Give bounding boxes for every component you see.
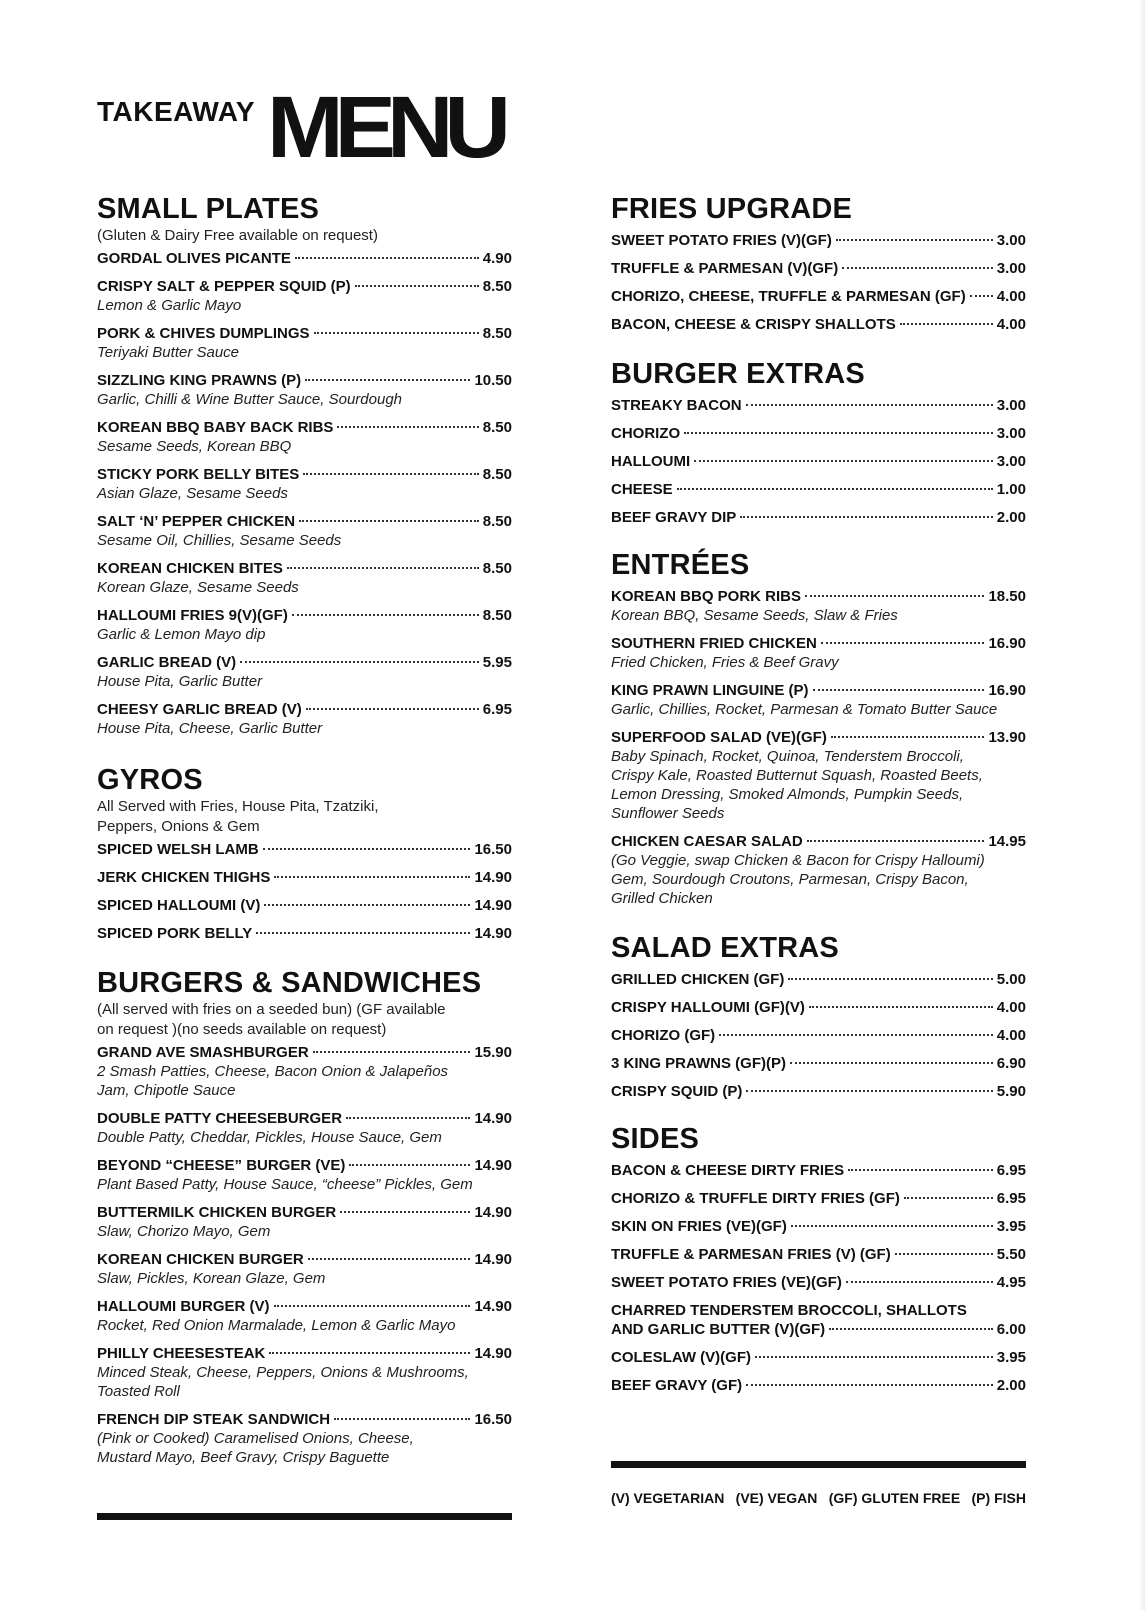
- leader-dots: [314, 332, 479, 334]
- item-price: 3.00: [996, 232, 1026, 249]
- legend-vegan: (VE) VEGAN: [735, 1490, 818, 1506]
- item-price: 14.95: [988, 833, 1026, 850]
- item-description: (Pink or Cooked) Caramelised Onions, Cheese,: [97, 1430, 414, 1447]
- menu-item: [611, 1376, 1026, 1395]
- item-price: 3.00: [996, 425, 1026, 442]
- section-title: SMALL PLATES: [97, 193, 320, 225]
- takeaway-label: TAKEAWAY: [97, 96, 256, 127]
- item-price: 6.90: [996, 1055, 1026, 1072]
- item-name: COLESLAW (V)(GF): [611, 1349, 751, 1366]
- leader-dots: [340, 1211, 470, 1213]
- leader-dots: [308, 1258, 471, 1260]
- item-description: Korean BBQ, Sesame Seeds, Slaw & Fries: [611, 607, 898, 624]
- item-price: 16.50: [474, 841, 512, 858]
- leader-dots: [292, 614, 479, 616]
- item-description: Lemon Dressing, Smoked Almonds, Pumpkin Seeds,: [611, 786, 964, 803]
- item-name: STICKY PORK BELLY BITES: [97, 466, 300, 483]
- item-name: AND GARLIC BUTTER (V)(GF): [611, 1321, 826, 1338]
- item-price: 6.00: [996, 1321, 1026, 1338]
- item-name: BEYOND “CHEESE” BURGER (VE): [97, 1157, 346, 1174]
- menu-item: [97, 924, 512, 943]
- right-footer-rule: [611, 1461, 1026, 1468]
- item-description: Teriyaki Butter Sauce: [97, 344, 240, 361]
- item-price: 8.50: [482, 560, 512, 577]
- menu-item: [97, 1297, 512, 1335]
- item-description: Rocket, Red Onion Marmalade, Lemon & Garlic Mayo: [97, 1317, 456, 1334]
- menu-item: [97, 1156, 512, 1194]
- leader-dots: [788, 978, 992, 980]
- item-description: Lemon & Garlic Mayo: [97, 297, 242, 314]
- leader-dots: [831, 736, 985, 738]
- item-description: House Pita, Cheese, Garlic Butter: [97, 720, 323, 737]
- section-burger-extras: [611, 358, 1026, 527]
- item-name: BEEF GRAVY DIP: [611, 509, 737, 526]
- item-name: SALT ‘N’ PEPPER CHICKEN: [97, 513, 296, 530]
- section-title: FRIES UPGRADE: [611, 193, 853, 225]
- item-price: 2.00: [996, 509, 1026, 526]
- item-price: 13.90: [988, 729, 1026, 746]
- menu-header: [97, 79, 502, 177]
- menu-item: [97, 512, 512, 550]
- legend-vegetarian: (V) VEGETARIAN: [611, 1490, 725, 1506]
- item-price: 8.50: [482, 419, 512, 436]
- item-name: CRISPY HALLOUMI (GF)(V): [611, 999, 805, 1016]
- item-name: KOREAN BBQ BABY BACK RIBS: [97, 419, 334, 436]
- item-price: 16.90: [988, 635, 1026, 652]
- menu-item: [611, 1054, 1026, 1073]
- item-price: 1.00: [996, 481, 1026, 498]
- leader-dots: [287, 567, 479, 569]
- section-note: on request )(no seeds available on request): [97, 1021, 387, 1038]
- legend-fish: (P) FISH: [971, 1490, 1026, 1506]
- item-price: 14.90: [474, 1204, 512, 1221]
- section-title: SIDES: [611, 1123, 700, 1155]
- section-note: (Gluten & Dairy Free available on request): [97, 227, 378, 244]
- item-price: 4.95: [996, 1274, 1026, 1291]
- menu-item: [611, 1082, 1026, 1101]
- leader-dots: [809, 1006, 993, 1008]
- leader-dots: [346, 1117, 470, 1119]
- leader-dots: [848, 1169, 993, 1171]
- item-name: CRISPY SQUID (P): [611, 1083, 743, 1100]
- menu-item: [97, 465, 512, 503]
- menu-item: [97, 700, 512, 738]
- leader-dots: [306, 708, 479, 710]
- item-price: 14.90: [474, 925, 512, 942]
- leader-dots: [295, 257, 479, 259]
- menu-item: [611, 832, 1026, 908]
- item-description: Korean Glaze, Sesame Seeds: [97, 579, 299, 596]
- item-description: Toasted Roll: [97, 1383, 180, 1400]
- section-burgers: [97, 967, 512, 1467]
- menu-item: [611, 1245, 1026, 1264]
- menu-item: [611, 508, 1026, 527]
- item-price: 16.50: [474, 1411, 512, 1428]
- leader-dots: [269, 1352, 470, 1354]
- leader-dots: [813, 689, 985, 691]
- item-name: CHEESY GARLIC BREAD (V): [97, 701, 302, 718]
- menu-item: [611, 998, 1026, 1017]
- section-note: Peppers, Onions & Gem: [97, 818, 260, 835]
- item-price: 8.50: [482, 607, 512, 624]
- leader-dots: [274, 876, 470, 878]
- item-description: Grilled Chicken: [611, 890, 713, 907]
- section-fries-upgrade: [611, 193, 1026, 334]
- item-price: 14.90: [474, 1298, 512, 1315]
- menu-item: [611, 396, 1026, 415]
- item-name: STREAKY BACON: [611, 397, 742, 414]
- menu-item: [611, 259, 1026, 278]
- item-name: KING PRAWN LINGUINE (P): [611, 682, 809, 699]
- menu-item: [97, 324, 512, 362]
- leader-dots: [303, 473, 479, 475]
- leader-dots: [821, 642, 985, 644]
- leader-dots: [829, 1328, 993, 1330]
- item-name: CRISPY SALT & PEPPER SQUID (P): [97, 278, 351, 295]
- item-name: DOUBLE PATTY CHEESEBURGER: [97, 1110, 343, 1127]
- menu-item: [97, 896, 512, 915]
- leader-dots: [746, 1384, 993, 1386]
- item-description: Slaw, Chorizo Mayo, Gem: [97, 1223, 271, 1240]
- item-name: BACON & CHEESE DIRTY FRIES: [611, 1162, 845, 1179]
- menu-item: [97, 606, 512, 644]
- item-name: HALLOUMI FRIES 9(V)(GF): [97, 607, 288, 624]
- item-price: 6.95: [996, 1190, 1026, 1207]
- item-price: 6.95: [996, 1162, 1026, 1179]
- item-description: Baby Spinach, Rocket, Quinoa, Tenderstem Broccoli,: [611, 748, 964, 765]
- item-name: SIZZLING KING PRAWNS (P): [97, 372, 302, 389]
- section-title: ENTRÉES: [611, 549, 750, 581]
- menu-item: [611, 634, 1026, 672]
- section-sides: [611, 1123, 1026, 1395]
- item-description: Crispy Kale, Roasted Butternut Squash, Roasted Beets,: [611, 767, 983, 784]
- menu-item: [97, 371, 512, 409]
- item-name: KOREAN BBQ PORK RIBS: [611, 588, 802, 605]
- section-note: All Served with Fries, House Pita, Tzatziki,: [97, 798, 379, 815]
- item-price: 3.00: [996, 260, 1026, 277]
- menu-item: [611, 231, 1026, 250]
- item-price: 4.00: [996, 288, 1026, 305]
- menu-item: [611, 1189, 1026, 1208]
- menu-item: [611, 1161, 1026, 1180]
- leader-dots: [746, 1090, 992, 1092]
- menu-item: [97, 840, 512, 859]
- menu-item: [97, 277, 512, 315]
- item-name: PHILLY CHEESESTEAK: [97, 1345, 266, 1362]
- item-price: 16.90: [988, 682, 1026, 699]
- section-gyros: [97, 764, 512, 943]
- item-name: CHICKEN CAESAR SALAD: [611, 833, 803, 850]
- item-price: 3.00: [996, 453, 1026, 470]
- item-price: 8.50: [482, 466, 512, 483]
- item-price: 4.90: [482, 250, 512, 267]
- item-price: 14.90: [474, 1110, 512, 1127]
- section-entrees: [611, 549, 1026, 908]
- leader-dots: [746, 404, 993, 406]
- menu-item: [611, 1301, 1026, 1339]
- item-price: 8.50: [482, 513, 512, 530]
- legend-gluten-free: (GF) GLUTEN FREE: [828, 1490, 961, 1506]
- menu-item: [97, 1203, 512, 1241]
- item-description: Sesame Oil, Chillies, Sesame Seeds: [97, 532, 342, 549]
- item-price: 15.90: [474, 1044, 512, 1061]
- item-description: (Go Veggie, swap Chicken & Bacon for Crispy Halloumi): [611, 852, 985, 869]
- leader-dots: [677, 488, 993, 490]
- menu-item: [611, 315, 1026, 334]
- item-description: Garlic, Chillies, Rocket, Parmesan & Tomato Butter Sauce: [611, 701, 998, 718]
- item-price: 4.00: [996, 999, 1026, 1016]
- item-description: Fried Chicken, Fries & Beef Gravy: [611, 654, 839, 671]
- item-price: 14.90: [474, 1251, 512, 1268]
- leader-dots: [349, 1164, 470, 1166]
- menu-item: [97, 1250, 512, 1288]
- item-price: 5.50: [996, 1246, 1026, 1263]
- item-description: 2 Smash Patties, Cheese, Bacon Onion & Jalapeños: [97, 1063, 449, 1080]
- leader-dots: [264, 904, 470, 906]
- item-price: 8.50: [482, 325, 512, 342]
- item-name: HALLOUMI: [611, 453, 691, 470]
- leader-dots: [740, 516, 992, 518]
- menu-item: [611, 480, 1026, 499]
- item-price: 3.00: [996, 397, 1026, 414]
- left-footer-rule: [97, 1513, 512, 1520]
- item-price: 3.95: [996, 1218, 1026, 1235]
- leader-dots: [791, 1225, 993, 1227]
- item-description: Sunflower Seeds: [611, 805, 725, 822]
- item-name: JERK CHICKEN THIGHS: [97, 869, 271, 886]
- leader-dots: [334, 1418, 470, 1420]
- menu-item: [611, 287, 1026, 306]
- leader-dots: [355, 285, 479, 287]
- item-name: KOREAN CHICKEN BURGER: [97, 1251, 304, 1268]
- section-title: BURGERS & SANDWICHES: [97, 967, 482, 999]
- item-description: Garlic & Lemon Mayo dip: [97, 626, 266, 643]
- item-price: 14.90: [474, 897, 512, 914]
- item-description: Jam, Chipotle Sauce: [97, 1082, 236, 1099]
- leader-dots: [274, 1305, 471, 1307]
- item-name: GRILLED CHICKEN (GF): [611, 971, 785, 988]
- item-price: 5.90: [996, 1083, 1026, 1100]
- item-price: 4.00: [996, 1027, 1026, 1044]
- item-name: CHORIZO, CHEESE, TRUFFLE & PARMESAN (GF): [611, 288, 966, 305]
- item-name: SWEET POTATO FRIES (VE)(GF): [611, 1274, 842, 1291]
- menu-item: [611, 424, 1026, 443]
- menu-item: [611, 728, 1026, 823]
- item-name: GARLIC BREAD (V): [97, 654, 237, 671]
- item-name: SUPERFOOD SALAD (VE)(GF): [611, 729, 827, 746]
- menu-item: [97, 1410, 512, 1467]
- item-price: 14.90: [474, 1157, 512, 1174]
- item-price: 14.90: [474, 1345, 512, 1362]
- item-description: Garlic, Chilli & Wine Butter Sauce, Sourdough: [97, 391, 403, 408]
- item-price: 18.50: [988, 588, 1026, 605]
- leader-dots: [305, 379, 470, 381]
- item-name: HALLOUMI BURGER (V): [97, 1298, 270, 1315]
- menu-logo-word: MENU: [267, 79, 502, 177]
- leader-dots: [755, 1356, 993, 1358]
- menu-item: [97, 1344, 512, 1401]
- menu-item: [611, 970, 1026, 989]
- item-name: SWEET POTATO FRIES (V)(GF): [611, 232, 832, 249]
- item-price: 6.95: [482, 701, 512, 718]
- section-title: GYROS: [97, 764, 203, 796]
- item-name: SPICED HALLOUMI (V): [97, 897, 261, 914]
- section-title: BURGER EXTRAS: [611, 358, 865, 390]
- leader-dots: [904, 1197, 993, 1199]
- leader-dots: [970, 295, 993, 297]
- item-price: 5.00: [996, 971, 1026, 988]
- section-title: SALAD EXTRAS: [611, 932, 839, 964]
- item-price: 8.50: [482, 278, 512, 295]
- menu-item: [97, 1043, 512, 1100]
- left-column: [97, 193, 512, 1489]
- leader-dots: [895, 1253, 993, 1255]
- item-name: SPICED PORK BELLY: [97, 925, 253, 942]
- item-description: Slaw, Pickles, Korean Glaze, Gem: [97, 1270, 326, 1287]
- item-price: 2.00: [996, 1377, 1026, 1394]
- leader-dots: [694, 460, 993, 462]
- item-price: 4.00: [996, 316, 1026, 333]
- item-description: Sesame Seeds, Korean BBQ: [97, 438, 292, 455]
- menu-item: [97, 1109, 512, 1147]
- item-description: Plant Based Patty, House Sauce, “cheese” Pickles, Gem: [97, 1176, 473, 1193]
- item-name: GORDAL OLIVES PICANTE: [97, 250, 291, 267]
- leader-dots: [805, 595, 984, 597]
- item-name: CHORIZO (GF): [611, 1027, 716, 1044]
- leader-dots: [684, 432, 993, 434]
- menu-item: [97, 418, 512, 456]
- leader-dots: [299, 520, 479, 522]
- page-edge-shadow: [1139, 0, 1145, 1610]
- leader-dots: [807, 840, 985, 842]
- section-small-plates: [97, 193, 512, 738]
- section-note: (All served with fries on a seeded bun) (GF available: [97, 1001, 446, 1018]
- menu-item: [97, 249, 512, 268]
- item-name: BEEF GRAVY (GF): [611, 1377, 743, 1394]
- item-name: BUTTERMILK CHICKEN BURGER: [97, 1204, 337, 1221]
- item-price: 10.50: [474, 372, 512, 389]
- leader-dots: [842, 267, 993, 269]
- leader-dots: [719, 1034, 993, 1036]
- dietary-legend: [611, 1490, 1026, 1506]
- menu-item: [611, 681, 1026, 719]
- item-price: 3.95: [996, 1349, 1026, 1366]
- item-price: 14.90: [474, 869, 512, 886]
- item-name: GRAND AVE SMASHBURGER: [97, 1044, 309, 1061]
- menu-item: [97, 653, 512, 691]
- item-description: Minced Steak, Cheese, Peppers, Onions & Mushrooms,: [97, 1364, 469, 1381]
- item-name: CHARRED TENDERSTEM BROCCOLI, SHALLOTS: [611, 1302, 967, 1319]
- item-description: Double Patty, Cheddar, Pickles, House Sauce, Gem: [97, 1129, 442, 1146]
- right-column: [611, 193, 1026, 1417]
- item-name: SPICED WELSH LAMB: [97, 841, 259, 858]
- item-name: CHORIZO & TRUFFLE DIRTY FRIES (GF): [611, 1190, 900, 1207]
- item-name: TRUFFLE & PARMESAN FRIES (V) (GF): [611, 1246, 891, 1263]
- leader-dots: [900, 323, 993, 325]
- menu-item: [611, 587, 1026, 625]
- leader-dots: [263, 848, 471, 850]
- menu-item: [611, 1348, 1026, 1367]
- leader-dots: [337, 426, 478, 428]
- item-description: Gem, Sourdough Croutons, Parmesan, Crispy Bacon,: [611, 871, 969, 888]
- menu-item: [97, 559, 512, 597]
- item-name: KOREAN CHICKEN BITES: [97, 560, 283, 577]
- leader-dots: [240, 661, 479, 663]
- menu-item: [611, 1273, 1026, 1292]
- item-description: House Pita, Garlic Butter: [97, 673, 263, 690]
- item-description: Mustard Mayo, Beef Gravy, Crispy Baguette: [97, 1449, 390, 1466]
- item-name: TRUFFLE & PARMESAN (V)(GF): [611, 260, 839, 277]
- menu-item: [611, 1026, 1026, 1045]
- section-salad-extras: [611, 932, 1026, 1101]
- item-name: SKIN ON FRIES (VE)(GF): [611, 1218, 787, 1235]
- leader-dots: [790, 1062, 993, 1064]
- item-name: PORK & CHIVES DUMPLINGS: [97, 325, 310, 342]
- leader-dots: [846, 1281, 993, 1283]
- item-name: BACON, CHEESE & CRISPY SHALLOTS: [611, 316, 896, 333]
- item-price: 5.95: [482, 654, 512, 671]
- item-name: CHEESE: [611, 481, 673, 498]
- menu-item: [611, 452, 1026, 471]
- leader-dots: [256, 932, 470, 934]
- item-name: FRENCH DIP STEAK SANDWICH: [97, 1411, 331, 1428]
- menu-item: [97, 868, 512, 887]
- leader-dots: [313, 1051, 471, 1053]
- item-description: Asian Glaze, Sesame Seeds: [97, 485, 288, 502]
- menu-item: [611, 1217, 1026, 1236]
- item-name: CHORIZO: [611, 425, 681, 442]
- item-name: 3 KING PRAWNS (GF)(P): [611, 1055, 786, 1072]
- leader-dots: [836, 239, 993, 241]
- item-name: SOUTHERN FRIED CHICKEN: [611, 635, 817, 652]
